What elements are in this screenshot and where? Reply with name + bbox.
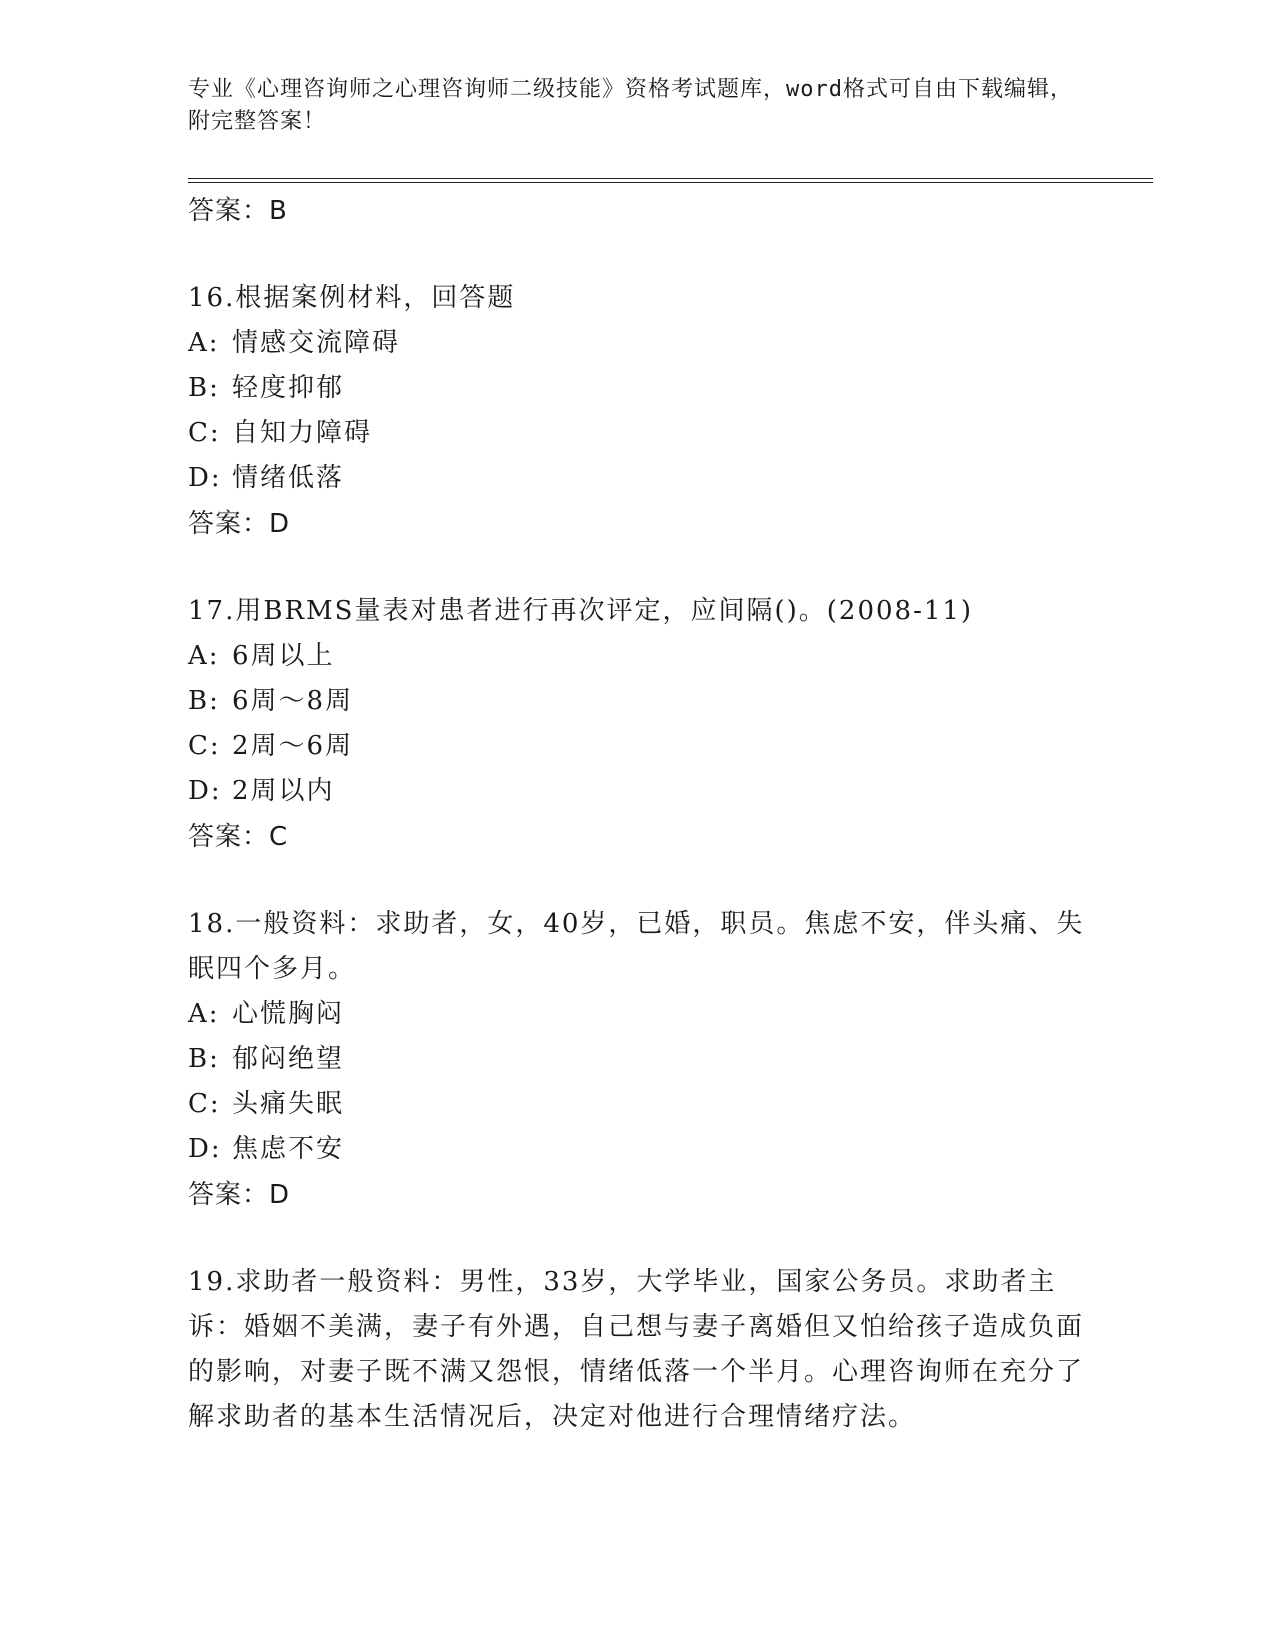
option-letter: C: (188, 418, 221, 448)
question-stem: 18.一般资料：求助者，女，40岁，已婚，职员。焦虑不安，伴头痛、失眠四个多月。 (188, 909, 1085, 984)
document-header: 专业《心理咨询师之心理咨询师二级技能》资格考试题库，word格式可自由下载编辑，附完整答案！ (188, 77, 1073, 134)
option-letter: A: (188, 328, 220, 358)
option-b (188, 366, 1088, 411)
option-d (188, 769, 1088, 814)
option-c (188, 1082, 1088, 1127)
option-text: 头痛失眠 (232, 1089, 345, 1119)
option-c (188, 724, 1088, 769)
option-letter: B: (188, 686, 220, 716)
option-text: 情感交流障碍 (232, 328, 401, 358)
question-item (188, 902, 1088, 1218)
option-letter: B: (188, 1044, 220, 1074)
option-text: 6周以上 (232, 641, 335, 671)
question-stem: 19.求助者一般资料：男性，33岁，大学毕业，国家公务员。求助者主诉：婚姻不美满，妻子有外遇，自己想与妻子离婚但又怕给孩子造成负面的影响，对妻子既不满又怨恨，情绪低落一个半月。心理咨询师在充分了解求助者的基本生活情况后，决定对他进行合理情绪疗法。 (188, 1267, 1085, 1432)
option-letter: A: (188, 999, 220, 1029)
option-a (188, 634, 1088, 679)
option-letter: D: (188, 776, 222, 806)
question-stem: 17.用BRMS量表对患者进行再次评定，应间隔()。(2008-11) (188, 596, 974, 626)
option-text: 情绪低落 (232, 463, 345, 493)
option-letter: A: (188, 641, 220, 671)
answer-line: 答案：D (188, 509, 291, 539)
option-text: 2周以内 (232, 776, 335, 806)
option-a (188, 321, 1088, 366)
option-d (188, 1127, 1088, 1172)
option-letter: B: (188, 373, 220, 403)
option-b (188, 679, 1088, 724)
option-text: 心慌胸闷 (232, 999, 345, 1029)
option-b (188, 1037, 1088, 1082)
option-text: 自知力障碍 (232, 418, 373, 448)
option-letter: C: (188, 1089, 221, 1119)
answer-line: 答案：D (188, 1180, 291, 1210)
question-stem: 16.根据案例材料，回答题 (188, 283, 516, 313)
option-c (188, 411, 1088, 456)
option-text: 6周～8周 (232, 686, 354, 716)
option-letter: D: (188, 1134, 222, 1164)
header-divider-second-line (188, 182, 1153, 183)
option-text: 2周～6周 (232, 731, 354, 761)
header-divider (188, 178, 1153, 179)
option-text: 焦虑不安 (232, 1134, 345, 1164)
option-a (188, 992, 1088, 1037)
question-item (188, 589, 1088, 860)
option-text: 轻度抑郁 (232, 373, 345, 403)
option-letter: C: (188, 731, 221, 761)
question-item (188, 276, 1088, 547)
option-d (188, 456, 1088, 501)
question-list (188, 188, 1088, 1440)
question-item (188, 1260, 1088, 1440)
answer-line: 答案：C (188, 822, 289, 852)
answer-line: 答案：B (188, 196, 288, 226)
option-text: 郁闷绝望 (232, 1044, 345, 1074)
option-letter: D: (188, 463, 222, 493)
